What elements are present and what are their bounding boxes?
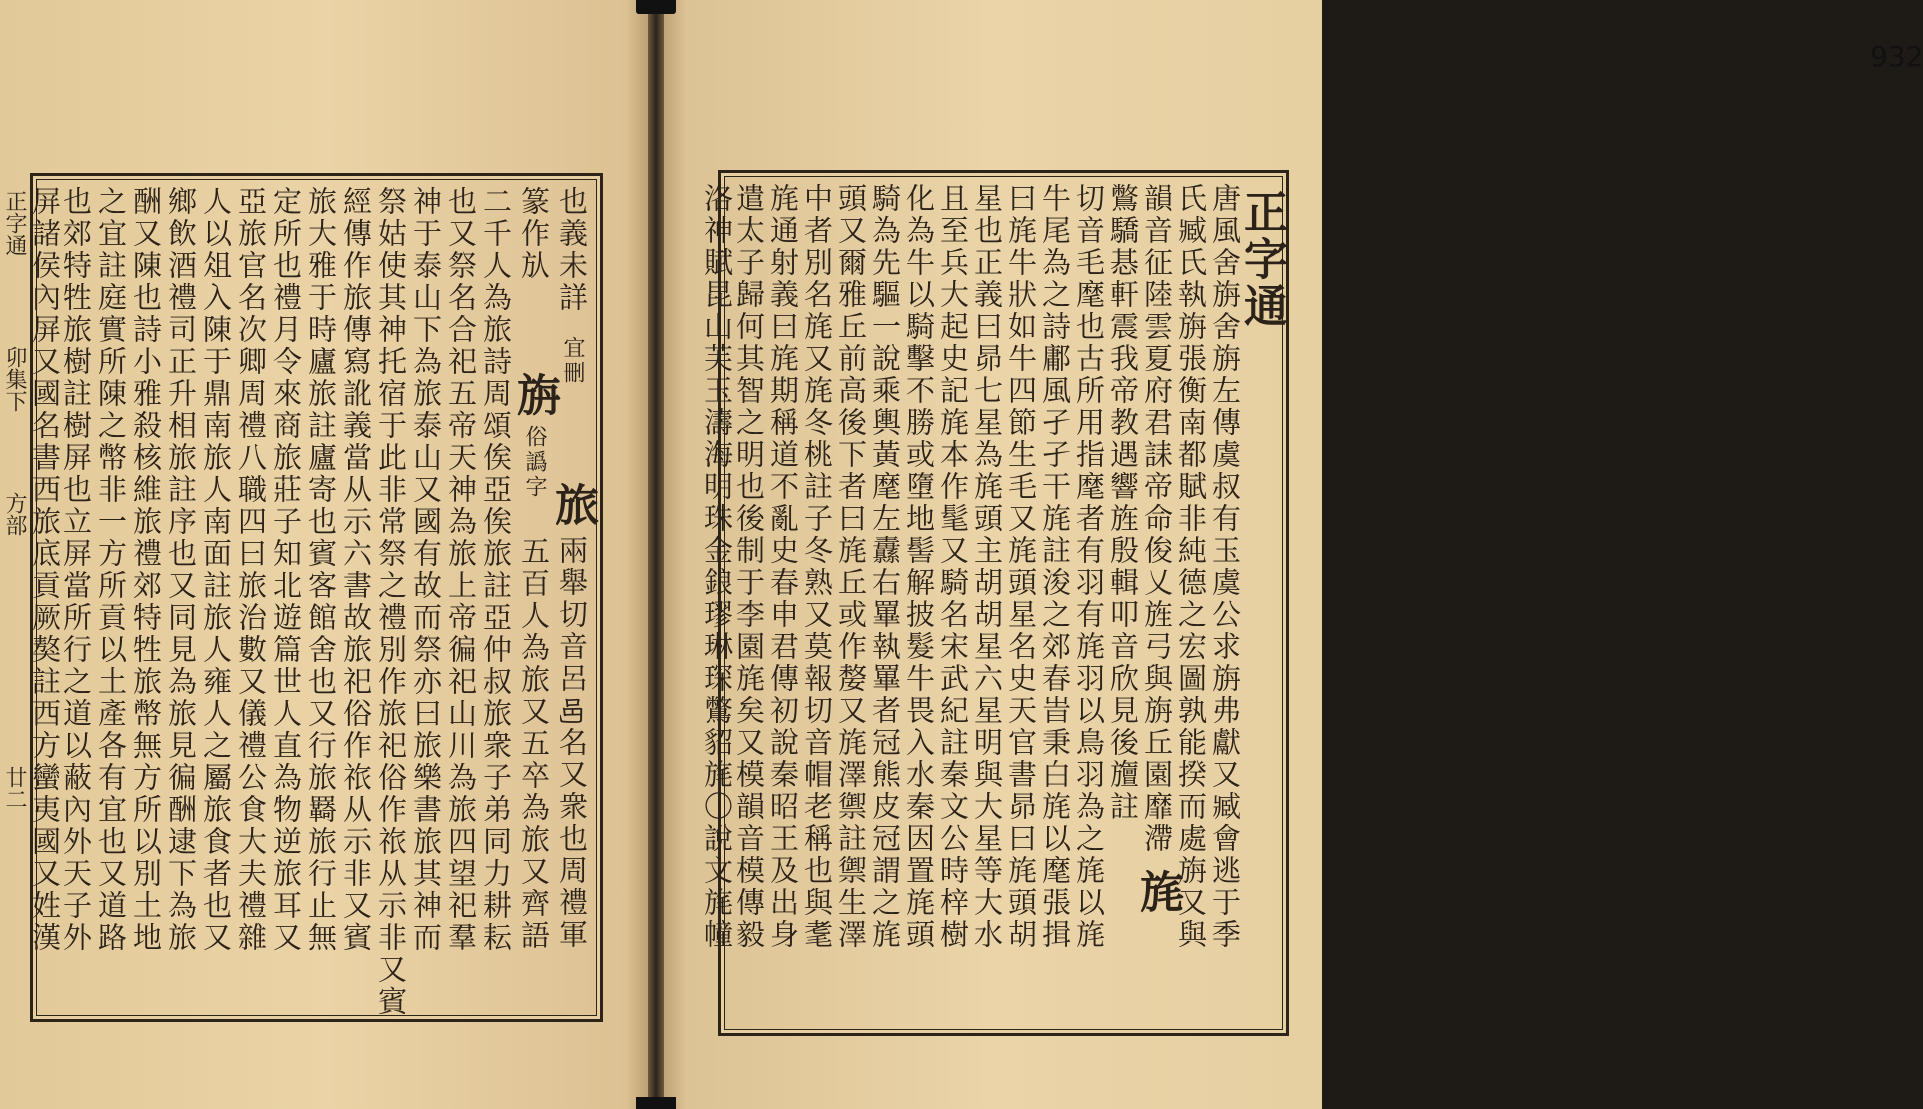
text-column — [130, 186, 162, 1009]
gloss-text: 定所也禮月令來商旅莊子知北遊篇世人直為物逆旅耳又 — [269, 186, 303, 954]
running-title-column — [1236, 183, 1287, 1023]
gloss-text: 俗譌字 — [522, 425, 547, 500]
page-number: 932 — [1870, 40, 1923, 73]
text-column — [410, 186, 442, 1009]
text-column — [767, 183, 799, 1023]
gloss-text: 也又祭名合祀五帝天神為旅上帝徧祀山川為旅四望祀羣 — [444, 186, 478, 954]
margin-strip — [4, 190, 30, 990]
text-column — [903, 183, 935, 1023]
text-column — [270, 186, 302, 1009]
gloss-text: 五百人為旅又五卒為旅又齊語 — [517, 536, 551, 952]
text-column — [937, 183, 969, 1023]
left-page — [0, 0, 652, 1109]
text-column — [835, 183, 867, 1023]
text-column — [701, 183, 733, 1023]
text-column — [60, 186, 92, 1009]
gloss-text: 頭又爾雅丘前高後下者曰旄丘或作嫠又旄澤禦註禦生澤 — [834, 183, 868, 951]
right-page-frame — [700, 170, 1289, 1036]
gloss-text: 切音毛麾也古所用指麾者有羽有旄羽以鳥羽為之旄以旄 — [1072, 183, 1106, 951]
gloss-text: 旅大雅于時廬旅註廬寄也賓客館舍也又行旅羇旅行止無 — [304, 186, 338, 954]
gloss-text: 唐風舍旃舍旃左傳虞叔有玉虞公求旃弗獻又臧會逃于季 — [1208, 183, 1242, 951]
text-column — [165, 186, 197, 1009]
gloss-text: 且至兵大起史記旄本作髦又騎名宋武紀註秦文公時梓樹 — [936, 183, 970, 951]
right-page — [660, 0, 1923, 1109]
gloss-text: 遣太子歸何其智之明也後制于李園旄矣又模韻音模傳毅 — [732, 183, 766, 951]
note-text: 宜刪 — [560, 336, 585, 386]
headword: 旅 — [547, 482, 598, 529]
book-gutter — [648, 0, 664, 1109]
gloss-text: 也義未詳 — [555, 186, 589, 314]
text-column — [801, 183, 833, 1023]
folio-number: 廿二 — [2, 766, 27, 810]
text-column — [1209, 183, 1241, 1023]
gloss-text: 二千人為旅詩周頌俟亞俟旅註亞仲叔旅衆子弟同力耕耘 — [479, 186, 513, 954]
gloss-text: 鄉飲酒禮司正升相旅註序也又同見為旅見徧酬逮下為旅 — [164, 186, 198, 954]
binding-clip-bottom — [636, 1097, 676, 1109]
gloss-text: 經傳作旅傳寫訛義當从示六書故旅祀俗作祣从示非又賓 — [339, 186, 373, 954]
gloss-text: 酬又陳也詩小雅殺核維旅禮郊特牲旅幣無方所以別土地 — [129, 186, 163, 954]
text-column — [29, 186, 61, 1009]
radical-label: 方部 — [2, 492, 27, 536]
gloss-text: 化為牛以騎擊不勝或墮地髻解披髮牛畏入水秦因置旄頭 — [902, 183, 936, 951]
text-column — [869, 183, 901, 1023]
headword: 旄 — [1132, 869, 1183, 916]
text-column — [200, 186, 232, 1009]
text-column — [518, 536, 550, 1009]
headword-column — [547, 476, 598, 1009]
gloss-text: 中者別名旄又旄冬桃註子冬熟又莫報切音帽老稱也與耄 — [800, 183, 834, 951]
gloss-text: 亞旅官名次卿周禮八職四曰旅治數又儀禮公食大夫禮雜 — [234, 186, 268, 954]
gloss-text: 星也正義曰昴七星為旄頭主胡胡星六星明與大星等大水 — [970, 183, 1004, 951]
text-column — [480, 186, 512, 1009]
gloss-text: 也郊特牲旅樹註樹屏也立屏當所行之道以蔽內外天子外 — [59, 186, 93, 954]
headword-column — [1132, 863, 1183, 1023]
running-title: 正字通 — [1236, 189, 1287, 330]
text-column — [1107, 183, 1139, 1023]
headword: 旃 — [509, 372, 560, 419]
gloss-text: 韻音征陸雲夏府君誄帝命俊乂旌弓與旃丘園靡滯 — [1140, 183, 1174, 855]
gloss-text: 氏臧氏執旃張衡南都賦非純德之宏圖孰能揆而處旃又與 — [1174, 183, 1208, 951]
text-column — [1073, 183, 1105, 1023]
gloss-text: 鷩驕惎軒震我帝教遇響旌殷輯叩音欣見後旜註 — [1106, 183, 1140, 823]
gloss-text: 神于泰山下為旅泰山又國有故而祭亦曰旅樂書旅其神而 — [409, 186, 443, 954]
binding-clip-top — [636, 0, 676, 14]
text-column — [95, 186, 127, 1009]
gloss-text: 祭姑使其神托宿于此非常祭之禮別作旅祀俗作祣从示非又賓 — [374, 186, 408, 1018]
text-column — [445, 186, 477, 1009]
gloss-text: 篆作㫃 — [517, 186, 551, 282]
gloss-text: 牛尾為之詩鄘風孑孑干旄註浚之郊春旹秉白旄以麾張揖 — [1038, 183, 1072, 951]
gloss-text: 人以俎入陳于鼎南旅人南面註旅人雍人之屬旅食者也又 — [199, 186, 233, 954]
text-column — [1005, 183, 1037, 1023]
gloss-text: 之宜註庭實所陳之幣非一方所貢以土產各有宜也又道路 — [94, 186, 128, 954]
text-column — [1039, 183, 1071, 1023]
left-page-frame — [30, 173, 603, 1022]
section-label: 卯集下 — [2, 346, 27, 412]
gloss-text: 曰旄牛狀如牛四節生毛又旄頭星名史天官書昴曰旄頭胡 — [1004, 183, 1038, 951]
gloss-text: 屏諸侯內屏又國名書西旅底貢厥獒註西方蠻夷國又姓漢 — [28, 186, 62, 954]
text-column — [340, 186, 372, 1009]
text-column — [374, 186, 408, 1018]
gloss-text: 洛神賦昆山芙玉濤海明珠金鋃璆琳琛鷩貂旄〇說文旄幢 — [700, 183, 734, 951]
running-title: 正字通 — [2, 190, 27, 256]
text-column — [235, 186, 267, 1009]
text-column — [971, 183, 1003, 1023]
text-column — [305, 186, 337, 1009]
text-column — [733, 183, 765, 1023]
gloss-text: 兩舉切音呂𨙨名又衆也周禮軍 — [555, 535, 589, 951]
gloss-text: 旄通射義曰旄期稱道不亂史春申君傳初說秦昭王及出身 — [766, 183, 800, 951]
gloss-text: 騎為先驅一說乘輿黃麾左纛右罼執罼者冠熊皮冠謂之旄 — [868, 183, 902, 951]
